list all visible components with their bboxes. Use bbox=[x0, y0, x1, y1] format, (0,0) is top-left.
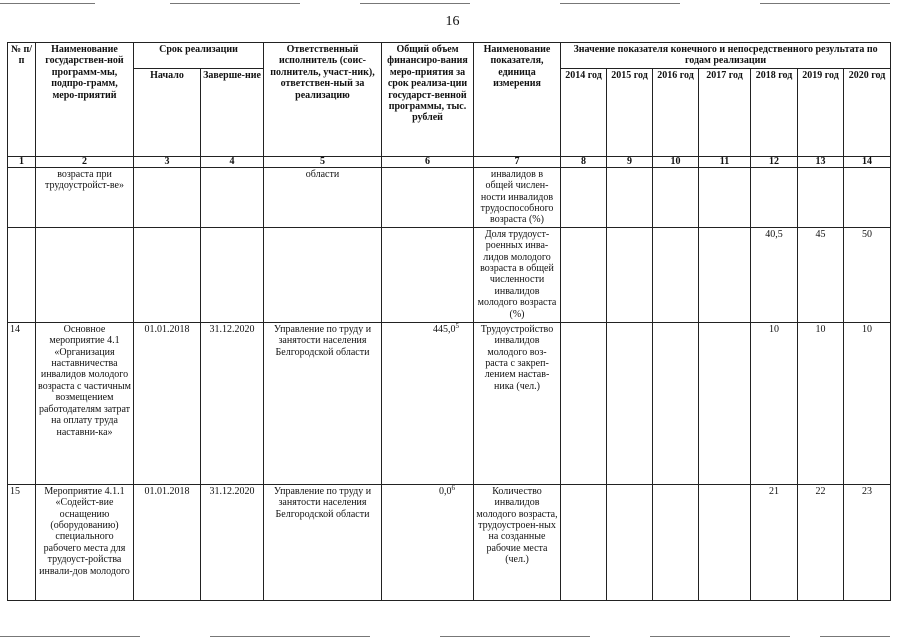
row-value: 21 bbox=[751, 484, 798, 600]
header-indicator: Наименование показателя, единица измерения bbox=[474, 43, 561, 157]
row-start: 01.01.2018 bbox=[134, 484, 201, 600]
row-funding bbox=[382, 227, 474, 322]
row-value bbox=[653, 227, 699, 322]
row-start bbox=[134, 227, 201, 322]
top-edge-rule bbox=[360, 3, 470, 4]
row-value: 22 bbox=[798, 484, 844, 600]
funding-footnote: 5 bbox=[455, 322, 459, 330]
row-value bbox=[699, 322, 751, 484]
row-value bbox=[798, 167, 844, 227]
funding-value: 445,0 bbox=[433, 323, 456, 335]
bottom-edge-rule bbox=[0, 636, 140, 637]
page-number: 16 bbox=[445, 14, 460, 29]
row-executor: Управление по труду и занятости населения Белгородской области bbox=[264, 322, 382, 484]
row-value: 40,5 bbox=[751, 227, 798, 322]
program-table bbox=[7, 42, 891, 601]
row-start: 01.01.2018 bbox=[134, 322, 201, 484]
top-edge-rule bbox=[170, 3, 300, 4]
header-year: 2014 год bbox=[561, 68, 607, 156]
row-value bbox=[653, 167, 699, 227]
header-values-title: Значение показателя конечного и непосредственного результата по годам реализации bbox=[561, 43, 891, 69]
column-number: 5 bbox=[264, 156, 382, 167]
row-num: 14 bbox=[8, 322, 36, 484]
row-executor: области bbox=[264, 167, 382, 227]
row-value: 23 bbox=[844, 484, 891, 600]
row-indicator: Трудоустройство инвалидов молодого воз-раста с закреп-лением настав-ника (чел.) bbox=[474, 322, 561, 484]
column-number: 9 bbox=[607, 156, 653, 167]
row-end: 31.12.2020 bbox=[201, 322, 264, 484]
row-value bbox=[653, 322, 699, 484]
header-year: 2015 год bbox=[607, 68, 653, 156]
top-edge-rule bbox=[0, 3, 95, 4]
table-row bbox=[8, 322, 891, 484]
header-year: 2020 год bbox=[844, 68, 891, 156]
column-number: 14 bbox=[844, 156, 891, 167]
row-indicator: Доля трудоуст-роенных инва-лидов молодого возраста в общей численности инвалидов молодого возраста (%) bbox=[474, 227, 561, 322]
row-value bbox=[561, 167, 607, 227]
row-name: возраста при трудоустройст-ве» bbox=[36, 167, 134, 227]
top-edge-rule bbox=[560, 3, 680, 4]
row-value bbox=[561, 484, 607, 600]
header-period: Срок реализации bbox=[134, 43, 264, 69]
column-number: 12 bbox=[751, 156, 798, 167]
row-funding bbox=[382, 322, 474, 484]
row-num bbox=[8, 167, 36, 227]
row-start bbox=[134, 167, 201, 227]
top-edge-rule bbox=[760, 3, 890, 4]
row-value bbox=[607, 227, 653, 322]
row-funding bbox=[382, 167, 474, 227]
funding-value: 0,0 bbox=[439, 485, 452, 497]
header-funding: Общий объем финансиро-вания меро-приятия за срок реализа-ции государст-венной программы, тыс. рублей bbox=[382, 43, 474, 157]
header-year: 2018 год bbox=[751, 68, 798, 156]
row-value bbox=[844, 167, 891, 227]
column-number: 3 bbox=[134, 156, 201, 167]
row-name: Мероприятие 4.1.1 «Содейст-вие оснащению (оборудованию) специального рабочего места для трудоуст-ройства инвали-дов молодого bbox=[36, 484, 134, 600]
row-value: 45 bbox=[798, 227, 844, 322]
row-value bbox=[607, 322, 653, 484]
header-year: 2016 год bbox=[653, 68, 699, 156]
row-end: 31.12.2020 bbox=[201, 484, 264, 600]
table-row bbox=[8, 227, 891, 322]
row-value bbox=[607, 167, 653, 227]
column-number: 6 bbox=[382, 156, 474, 167]
table-row bbox=[8, 167, 891, 227]
row-executor bbox=[264, 227, 382, 322]
bottom-edge-rule bbox=[440, 636, 590, 637]
column-number: 10 bbox=[653, 156, 699, 167]
table-row bbox=[8, 484, 891, 600]
column-number: 11 bbox=[699, 156, 751, 167]
header-executor: Ответственный исполнитель (соис-полнитель, участ-ник), ответствен-ный за реализацию bbox=[264, 43, 382, 157]
bottom-edge-rule bbox=[210, 636, 370, 637]
header-num: № п/п bbox=[8, 43, 36, 157]
row-name: Основное мероприятие 4.1 «Организация наставничества инвалидов молодого возраста с частичным возмещением работодателям затрат на оплату труда наставни-ка» bbox=[36, 322, 134, 484]
row-funding bbox=[382, 484, 474, 600]
row-num: 15 bbox=[8, 484, 36, 600]
row-indicator: инвалидов в общей числен-ности инвалидов трудоспособного возраста (%) bbox=[474, 167, 561, 227]
row-value bbox=[699, 227, 751, 322]
row-value bbox=[607, 484, 653, 600]
row-value bbox=[699, 484, 751, 600]
column-number: 13 bbox=[798, 156, 844, 167]
row-value bbox=[561, 322, 607, 484]
column-number: 2 bbox=[36, 156, 134, 167]
funding-footnote: 6 bbox=[451, 484, 455, 492]
row-value bbox=[561, 227, 607, 322]
column-number: 1 bbox=[8, 156, 36, 167]
bottom-edge-rule bbox=[820, 636, 890, 637]
column-number-row bbox=[8, 156, 891, 167]
row-name bbox=[36, 227, 134, 322]
row-indicator: Количество инвалидов молодого возраста, трудоустроен-ных на созданные рабочие места (чел.) bbox=[474, 484, 561, 600]
header-year: 2019 год bbox=[798, 68, 844, 156]
row-value: 10 bbox=[751, 322, 798, 484]
row-end bbox=[201, 167, 264, 227]
row-end bbox=[201, 227, 264, 322]
column-number: 8 bbox=[561, 156, 607, 167]
header-name: Наименование государствен-ной программ-мы, подпро-грамм, меро-приятий bbox=[36, 43, 134, 157]
row-value: 10 bbox=[844, 322, 891, 484]
row-value: 10 bbox=[798, 322, 844, 484]
column-number: 7 bbox=[474, 156, 561, 167]
row-value bbox=[653, 484, 699, 600]
row-executor: Управление по труду и занятости населения Белгородской области bbox=[264, 484, 382, 600]
column-number: 4 bbox=[201, 156, 264, 167]
header-start: Начало bbox=[134, 68, 201, 156]
row-value: 50 bbox=[844, 227, 891, 322]
header-year: 2017 год bbox=[699, 68, 751, 156]
row-value bbox=[751, 167, 798, 227]
bottom-edge-rule bbox=[650, 636, 790, 637]
header-end: Заверше-ние bbox=[201, 68, 264, 156]
row-value bbox=[699, 167, 751, 227]
row-num bbox=[8, 227, 36, 322]
